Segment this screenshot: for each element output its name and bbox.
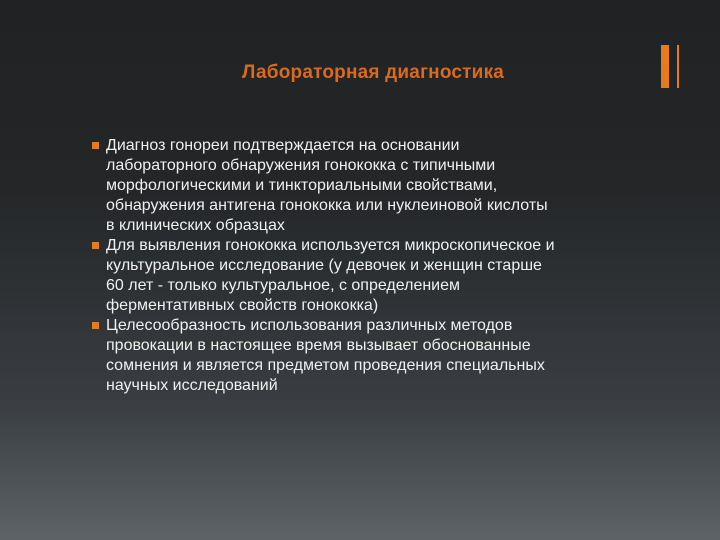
bullet-text-line: 60 лет - только культуральное, с определением (106, 277, 461, 294)
bullet-text-line: в клинических образцах (106, 217, 285, 234)
bullet-text-line: научных исследований (106, 377, 278, 394)
bullet-text-line: ферментативных свойств гонококка) (106, 297, 379, 314)
bullet-text-line: культуральное исследование (у девочек и женщин старше (106, 257, 542, 274)
square-bullet-icon (92, 242, 99, 249)
bullet-item (92, 136, 682, 236)
square-bullet-icon (92, 142, 99, 149)
title-accent-line (677, 45, 679, 88)
slide-title: Лабораторная диагностика (242, 62, 505, 83)
bullet-text-line: провокации в настоящее время вызывает обоснованные (106, 337, 531, 354)
bullet-text-line: Целесообразность использования различных методов (106, 317, 513, 334)
bullet-item (92, 236, 682, 316)
bullet-text-line: Для выявления гонококка используется микроскопическое и (106, 237, 555, 254)
square-bullet-icon (92, 322, 99, 329)
bullet-text-line: сомнения и является предметом проведения специальных (106, 357, 545, 374)
bullet-item (92, 316, 682, 396)
bullet-text-line: морфологическими и тинкториальными свойствами, (106, 177, 498, 194)
bullet-text-line: обнаружения антигена гонококка или нуклеиновой кислоты (106, 197, 548, 214)
bullet-list (92, 136, 682, 396)
bullet-text-line: лабораторного обнаружения гонококка с типичными (106, 157, 496, 174)
title-accent-bar (661, 45, 669, 88)
bullet-text-line: Диагноз гонореи подтверждается на основании (106, 137, 460, 154)
